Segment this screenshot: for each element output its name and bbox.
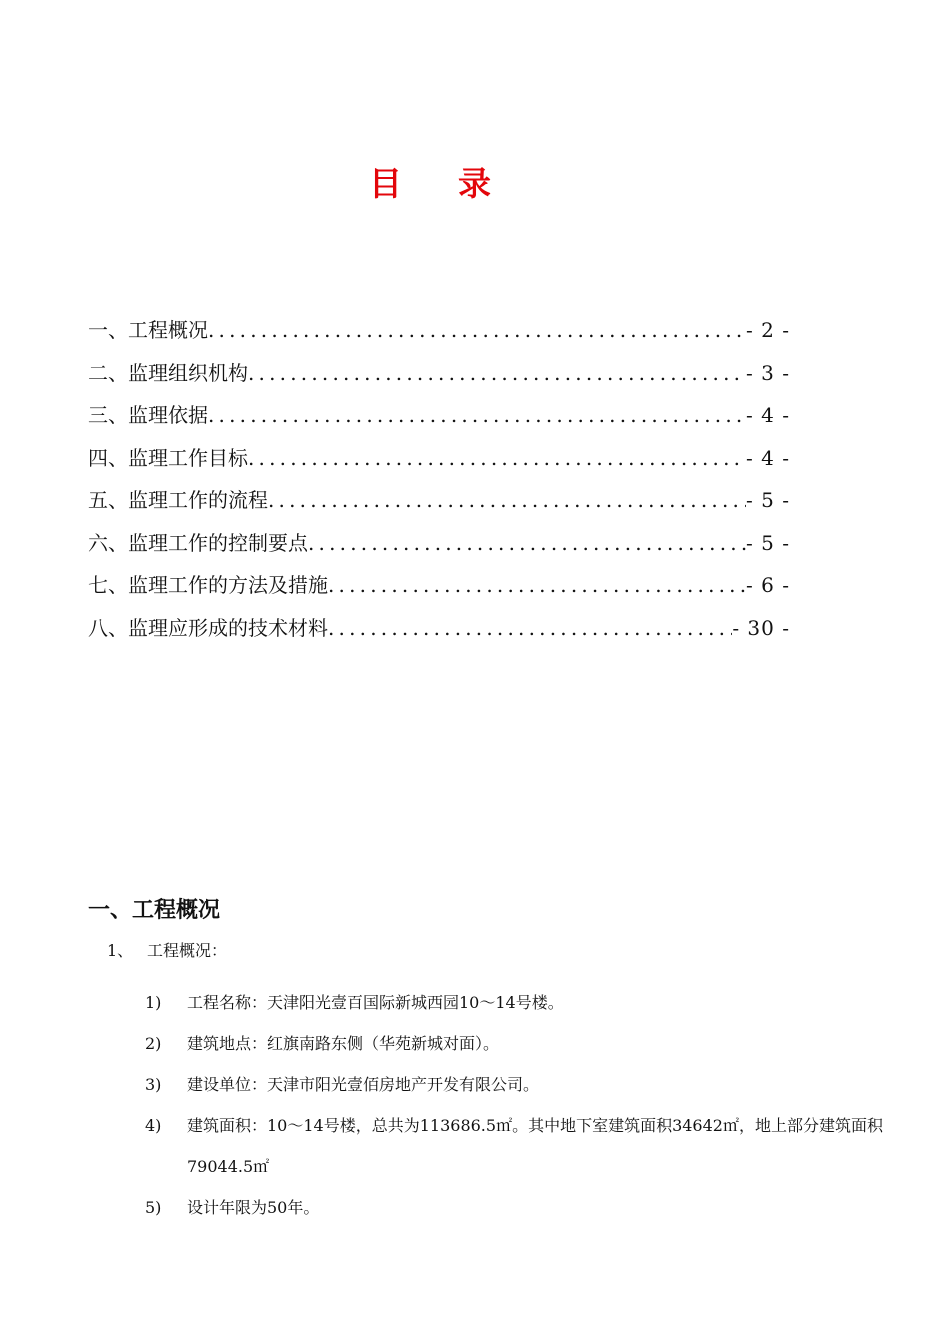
list-item-text: 建筑面积：10～14号楼，总共为113686.5㎡。其中地下室建筑面积34642㎡，地上部分建筑面积79044.5㎡ [187, 1116, 883, 1176]
toc-entry[interactable] [88, 314, 790, 357]
toc-entry[interactable] [88, 612, 790, 655]
toc-entry-page: - 5 - [746, 488, 790, 512]
list-item-number: 3) [145, 1075, 162, 1094]
list-item [145, 1105, 905, 1187]
project-info-list [145, 982, 905, 1228]
toc-entry[interactable] [88, 484, 790, 527]
list-item [145, 982, 905, 1023]
sub-heading-text: 工程概况： [147, 941, 228, 960]
toc-entry[interactable] [88, 442, 790, 485]
list-item-text: 工程名称：天津阳光壹百国际新城西园10～14号楼。 [187, 993, 564, 1012]
toc-entry-label: 七、监理工作的方法及措施 [88, 573, 328, 597]
toc-leader-dots [208, 403, 746, 427]
list-item [145, 1187, 905, 1228]
toc-entry-page: - 5 - [746, 530, 790, 555]
toc-entry-page: - 30 - [732, 615, 790, 640]
toc-entry-label: 三、监理依据 [88, 403, 208, 427]
toc-entry-label: 八、监理应形成的技术材料 [88, 615, 328, 640]
toc-leader-dots [248, 446, 746, 470]
toc-entry-label: 六、监理工作的控制要点 [88, 530, 308, 555]
sub-heading-number: 1、 [107, 941, 134, 960]
list-item-number: 5) [145, 1198, 162, 1217]
toc-entry-page: - 6 - [746, 573, 790, 597]
toc-leader-dots [328, 573, 746, 597]
toc-entry-label: 四、监理工作目标 [88, 445, 248, 470]
toc-entry-page: - 3 - [746, 360, 790, 385]
list-item-number: 2) [145, 1034, 162, 1053]
toc-entry-page: - 4 - [746, 445, 790, 470]
sub-heading [107, 938, 227, 961]
toc-leader-dots [248, 361, 746, 385]
table-of-contents [88, 314, 790, 654]
list-item [145, 1023, 905, 1064]
toc-leader-dots [208, 318, 746, 342]
toc-entry-label: 二、监理组织机构 [88, 360, 248, 385]
toc-entry[interactable] [88, 569, 790, 612]
toc-entry-label: 五、监理工作的流程 [88, 488, 268, 512]
list-item [145, 1064, 905, 1105]
list-item-text: 设计年限为50年。 [187, 1198, 320, 1217]
toc-entry[interactable] [88, 357, 790, 400]
list-item-text: 建筑地点：红旗南路东侧（华苑新城对面）。 [187, 1034, 500, 1053]
toc-leader-dots [308, 531, 746, 555]
toc-leader-dots [328, 616, 732, 640]
toc-title: 目 录 [369, 164, 493, 203]
list-item-text: 建设单位：天津市阳光壹佰房地产开发有限公司。 [187, 1075, 540, 1094]
toc-entry-page: - 4 - [746, 403, 790, 427]
list-item-number: 1) [145, 993, 162, 1012]
list-item-number: 4) [145, 1116, 162, 1135]
toc-entry[interactable] [88, 399, 790, 442]
toc-entry-label: 一、工程概况 [88, 318, 208, 342]
toc-leader-dots [268, 488, 746, 512]
toc-entry-page: - 2 - [746, 318, 790, 342]
toc-entry[interactable] [88, 527, 790, 570]
section-heading: 一、工程概况 [88, 898, 221, 923]
